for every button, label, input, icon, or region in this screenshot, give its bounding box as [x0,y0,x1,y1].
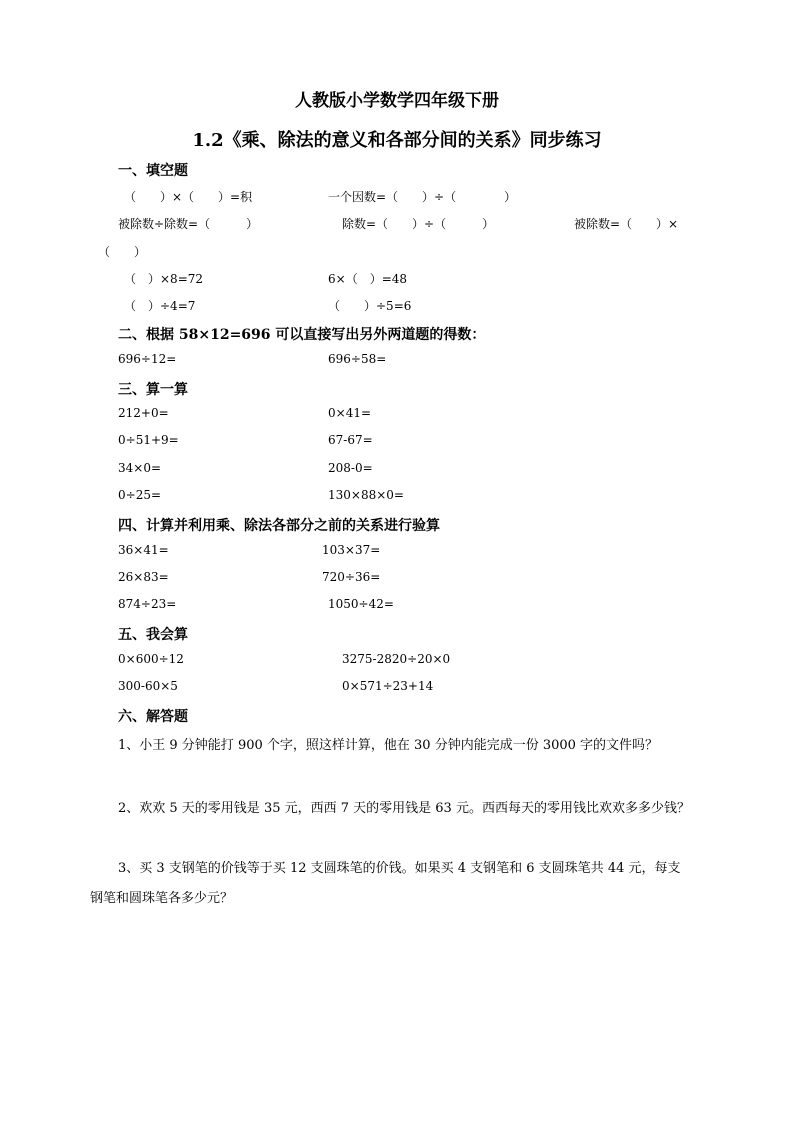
fill-blank-item: （ ）÷4=7 [124,299,196,313]
problem-item: 103×37= [322,543,381,557]
problem-item: 300-60×5 [118,679,178,693]
word-problem-continued: 钢笔和圆珠笔各多少元？ [90,891,234,906]
problem-item: 3275-2820÷20×0 [342,652,451,666]
problem-item: 34×0= [118,461,162,475]
page-title: 人教版小学数学四年级下册 [295,91,499,111]
fill-blank-item: 6×（ ）=48 [328,272,408,286]
problem-item: 67-67= [328,433,373,447]
problem-item: 0×600÷12 [118,652,184,666]
page-subtitle: 1.2《乘、除法的意义和各部分间的关系》同步练习 [192,130,602,151]
fill-blank-item: 被除数=（ ）× [574,217,679,231]
section-heading-verify: 四、计算并利用乘、除法各部分之前的关系进行验算 [118,518,440,534]
section-heading-word-problems: 六、解答题 [118,709,188,725]
word-problem: 2、欢欢 5 天的零用钱是 35 元，西西 7 天的零用钱是 63 元。西西每天的零用钱比欢欢多多少钱？ [118,801,690,816]
problem-item: 874÷23= [118,597,177,611]
problem-item: 26×83= [118,570,169,584]
fill-blank-item: （ ）×（ ）=积 [124,190,253,204]
word-problem: 1、小王 9 分钟能打 900 个字，照这样计算，他在 30 分钟内能完成一份 3000 字的文件吗？ [118,738,659,753]
problem-item: 696÷58= [328,352,387,366]
problem-item: 212+0= [118,406,169,420]
fill-blank-item: 被除数÷除数=（ ） [118,217,259,231]
problem-item: 0×571÷23+14 [342,679,434,693]
section-heading-calculate: 三、算一算 [118,382,188,398]
problem-item: 0×41= [328,406,372,420]
section-heading-fill-blank: 一、填空题 [118,163,188,179]
problem-item: 0÷25= [118,488,162,502]
fill-blank-item: （ ）×8=72 [124,272,204,286]
problem-item: 0÷51+9= [118,433,179,447]
problem-item: 1050÷42= [328,597,394,611]
problem-item: 720÷36= [322,570,381,584]
section-heading-derive: 二、根据 58×12=696 可以直接写出另外两道题的得数： [118,327,486,343]
section-heading-mixed: 五、我会算 [118,627,188,643]
problem-item: 208-0= [328,461,373,475]
fill-blank-item: 一个因数=（ ）÷（ ） [328,190,517,204]
fill-blank-item: 除数=（ ）÷（ ） [342,217,495,231]
fill-blank-item: （ ）÷5=6 [328,299,412,313]
fill-blank-item: （ ） [98,245,147,259]
problem-item: 36×41= [118,543,169,557]
problem-item: 130×88×0= [328,488,404,502]
problem-item: 696÷12= [118,352,177,366]
word-problem: 3、买 3 支钢笔的价钱等于买 12 支圆珠笔的价钱。如果买 4 支钢笔和 6 支圆珠笔共 44 元，每支 [118,861,681,876]
